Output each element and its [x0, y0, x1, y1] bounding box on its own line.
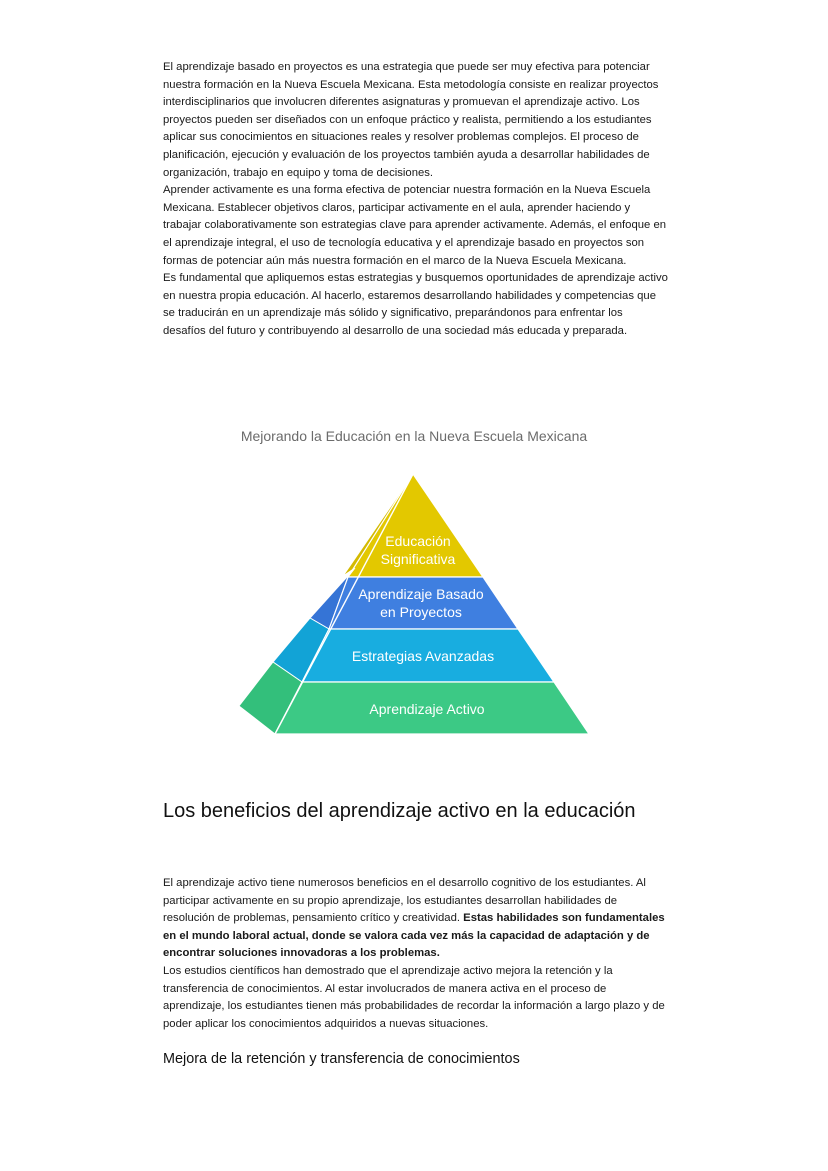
benefits-paragraph-1-text: El aprendizaje activo tiene numerosos beneficios en el desarrollo cognitivo de los estudiantes. Al participar activamente en su propio aprendizaje, los estudiantes desarrollan habilidades de resolución de problemas, pensamiento crítico y creatividad. [163, 877, 646, 925]
section-heading: Los beneficios del aprendizaje activo en la educación [163, 800, 636, 822]
intro-paragraph-2: Aprender activamente es una forma efectiva de potenciar nuestra formación en la Nueva Escuela Mexicana. Establecer objetivos claros, participar activamente en el aula, aprender haciendo y trabajar colaborativamente son estrategias clave para aprender activamente. Además, el enfoque en el aprendizaje integral, el uso de tecnología educativa y el aprendizaje basado en proyectos son formas de potenciar aún más nuestra formación en el marco de la Nueva Escuela Mexicana. [163, 184, 667, 267]
benefits-paragraph-1 [163, 875, 668, 963]
level-2-label-line1: Aprendizaje Basado [358, 586, 484, 602]
subsection-heading: Mejora de la retención y transferencia de conocimientos [163, 1051, 520, 1067]
benefits-paragraph-1-bold: Estas habilidades son fundamentales en el mundo laboral actual, donde se valora cada vez más la capacidad de adaptación y de encontrar soluciones innovadoras a los problemas. [163, 912, 665, 960]
level-1-label-line2: Significativa [380, 551, 456, 567]
pyramid-level-2 [329, 577, 518, 629]
benefits-paragraph-2: Los estudios científicos han demostrado que el aprendizaje activo mejora la retención y la transferencia de conocimientos. Al estar involucrados de manera activa en el proceso de aprendizaje, los estudiantes tienen más probabilidades de recordar la información a largo plazo y de poder aplicar los conocimientos adquiridos a nuevas situaciones. [163, 964, 665, 1030]
level-2-label-line2: en Proyectos [380, 604, 462, 620]
level-4-label: Aprendizaje Activo [369, 701, 485, 717]
benefits-text [163, 875, 668, 1033]
intro-paragraph-3: Es fundamental que apliquemos estas estrategias y busquemos oportunidades de aprendizaje activo en nuestra propia educación. Al hacerlo, estaremos desarrollando habilidades y competencias que se traducirán en un aprendizaje más sólido y significativo, preparándonos para enfrentar los desafíos del futuro y contribuyendo al desarrollo de una sociedad más educada y preparada. [163, 272, 668, 337]
pyramid-diagram [0, 420, 828, 750]
intro-paragraph-1: El aprendizaje basado en proyectos es una estrategia que puede ser muy efectiva para potenciar nuestra formación en la Nueva Escuela Mexicana. Esta metodología consiste en realizar proyectos interdisciplinarios que involucren diferentes asignaturas y promuevan el aprendizaje activo. Los proyectos pueden ser diseñados con un enfoque práctico y realista, permitiendo a los estudiantes aplicar sus conocimientos en situaciones reales y resolver problemas complejos. El proceso de planificación, ejecución y evaluación de los proyectos también ayuda a desarrollar habilidades de organización, trabajo en equipo y toma de decisiones. [163, 61, 659, 179]
intro-text [163, 59, 668, 341]
figure-title: Mejorando la Educación en la Nueva Escuela Mexicana [240, 428, 588, 444]
level-3-label: Estrategias Avanzadas [351, 648, 495, 664]
level-1-label-line1: Educación [385, 533, 451, 549]
